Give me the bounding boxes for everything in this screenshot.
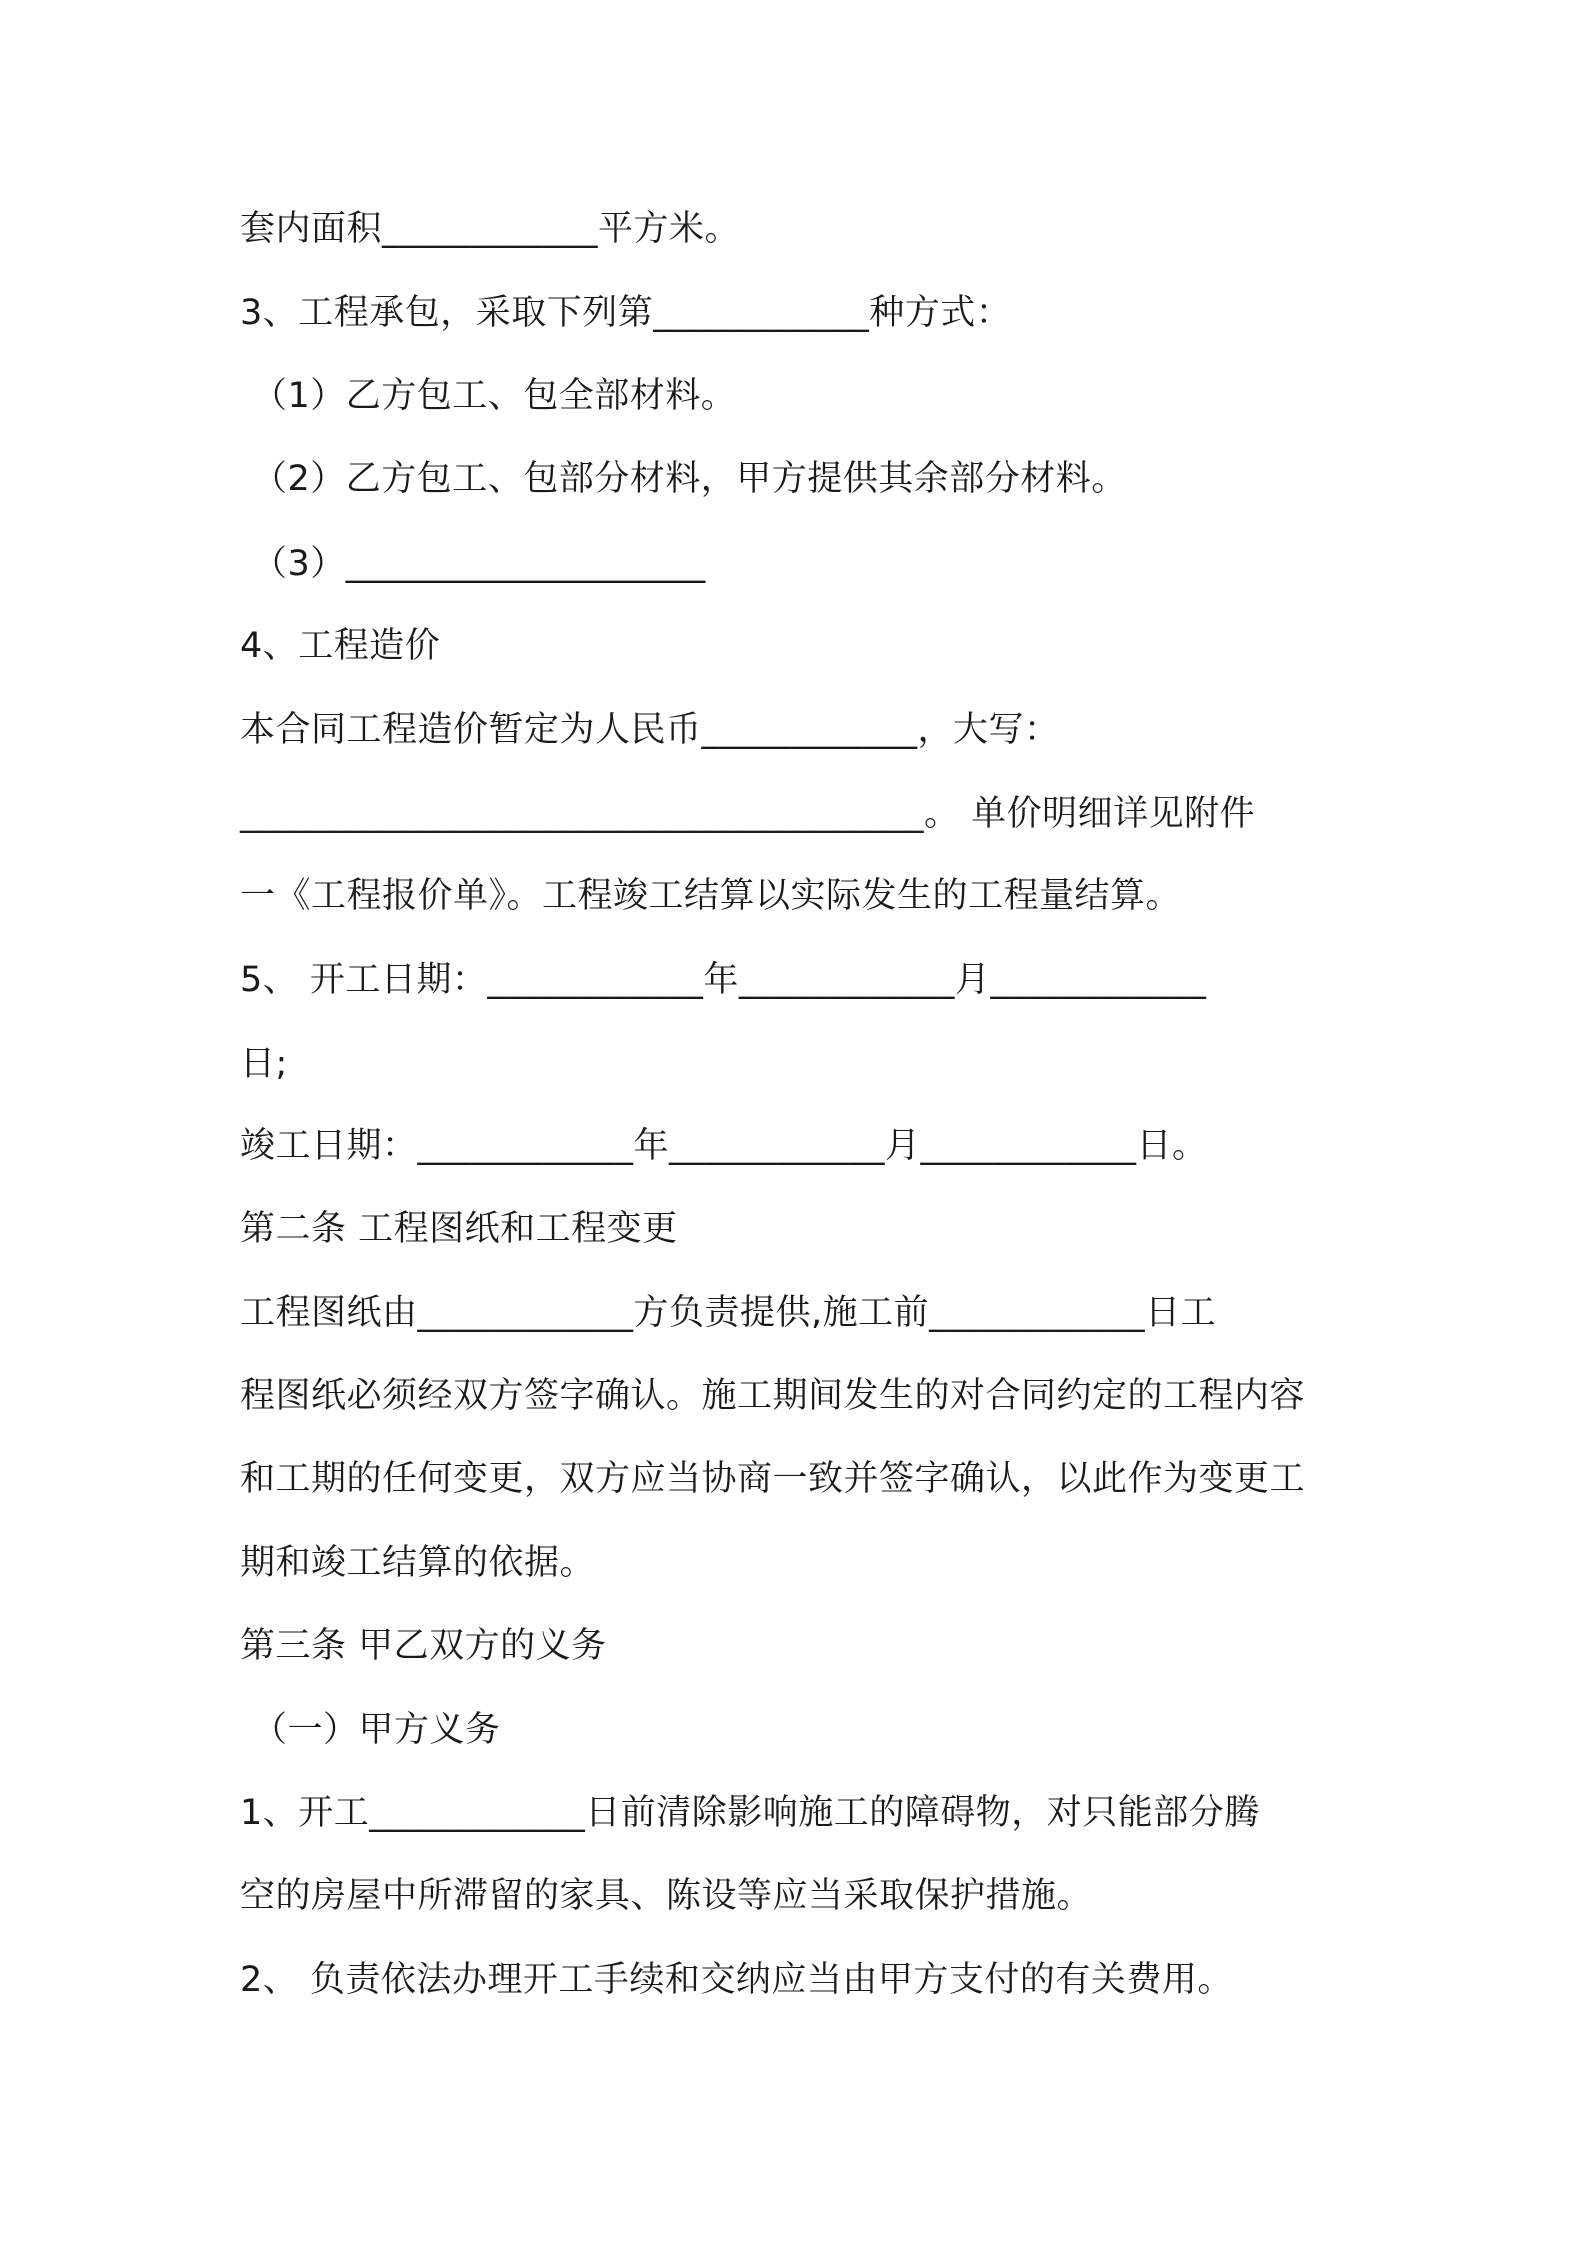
line-drawings-3: 和工期的任何变更，双方应当协商一致并签字确认，以此作为变更工: [240, 1459, 1306, 1499]
line-option-2: （2）乙方包工、包部分材料，甲方提供其余部分材料。: [252, 459, 1127, 499]
line-price-capital: ______________________________________。 单价明细详见附件: [240, 794, 1256, 834]
article-3-heading: 第三条 甲乙双方的义务: [240, 1626, 607, 1666]
line-duty-1b: 空的房屋中所滞留的家具、陈设等应当采取保护措施。: [240, 1876, 1093, 1916]
article-2-heading: 第二条 工程图纸和工程变更: [240, 1209, 678, 1249]
line-completion-date: 竣工日期：____________年____________月____________日。: [240, 1126, 1208, 1166]
line-duty-1a: 1、开工____________日前清除影响施工的障碍物，对只能部分腾: [240, 1793, 1260, 1833]
line-option-3: （3）____________________: [252, 544, 706, 584]
line-price: 本合同工程造价暂定为人民币____________，大写：: [240, 710, 1060, 750]
line-start-date-day: 日;: [240, 1044, 288, 1084]
party-a-duties-heading: （一）甲方义务: [252, 1710, 501, 1750]
line-duty-2: 2、 负责依法办理开工手续和交纳应当由甲方支付的有关费用。: [240, 1960, 1233, 2000]
line-area: 套内面积____________平方米。: [240, 209, 741, 249]
line-start-date: 5、 开工日期：____________年____________月____________: [240, 960, 1207, 1000]
line-price-settlement: 一《工程报价单》。工程竣工结算以实际发生的工程量结算。: [240, 876, 1182, 916]
line-option-1: （1）乙方包工、包全部材料。: [252, 376, 737, 416]
line-drawings-1: 工程图纸由____________方负责提供,施工前____________日工: [240, 1293, 1217, 1333]
line-drawings-2: 程图纸必须经双方签字确认。施工期间发生的对合同约定的工程内容: [240, 1376, 1306, 1416]
line-section-4-heading: 4、工程造价: [240, 626, 441, 666]
line-contract-method: 3、工程承包，采取下列第____________种方式：: [240, 293, 1012, 333]
line-drawings-4: 期和竣工结算的依据。: [240, 1543, 596, 1583]
